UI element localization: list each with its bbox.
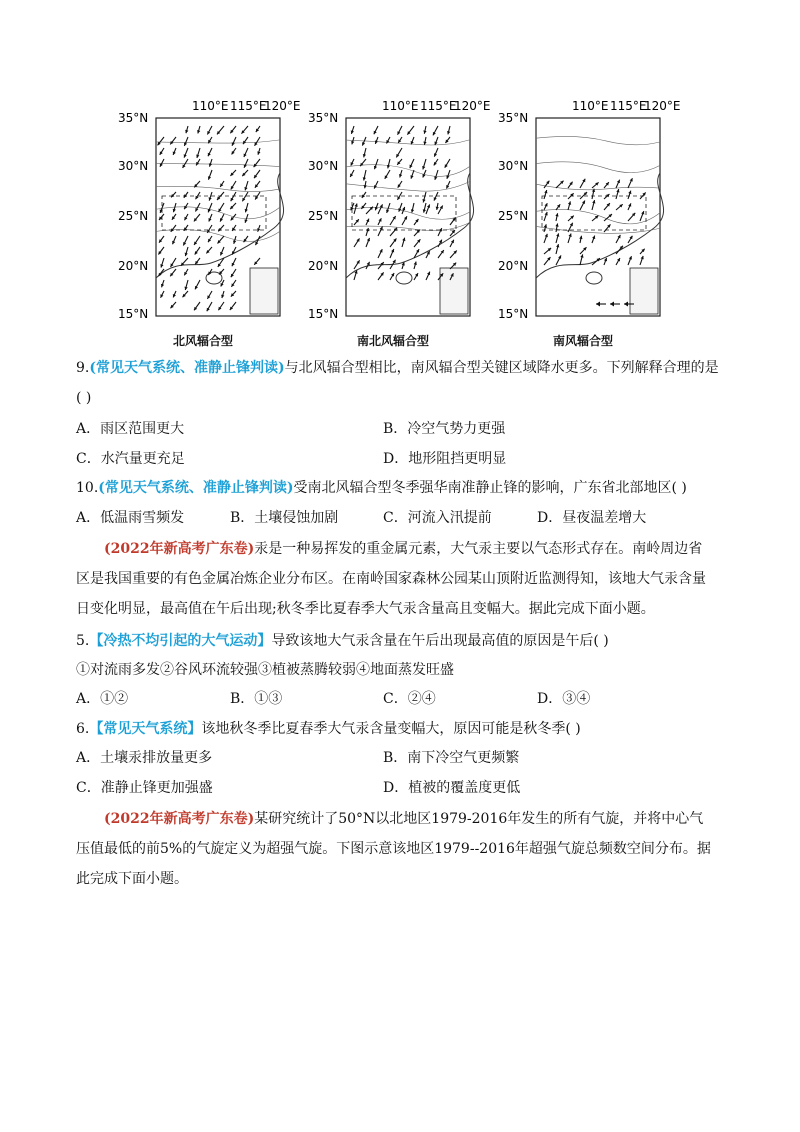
question-text: 导致该地大气汞含量在午后出现最高值的原因是午后( ) bbox=[271, 633, 609, 649]
latitude-label: 30°N bbox=[308, 159, 339, 173]
option-c[interactable]: C．河流入汛提前 bbox=[383, 510, 492, 526]
latitude-label: 20°N bbox=[308, 259, 339, 273]
question-number: 9. bbox=[76, 360, 90, 376]
answer-paren: ( ) bbox=[76, 390, 92, 406]
option-b[interactable]: B．土壤侵蚀加剧 bbox=[230, 510, 339, 526]
option-b[interactable]: B．冷空气势力更强 bbox=[383, 421, 506, 437]
south-china-sea-inset bbox=[440, 268, 468, 314]
map-label: 南北风辐合型 bbox=[356, 334, 429, 348]
latitude-label: 35°N bbox=[308, 111, 339, 125]
longitude-label: 110°E bbox=[192, 99, 229, 113]
option-b[interactable]: B．南下冷空气更频繁 bbox=[383, 750, 520, 766]
option-a[interactable]: A．土壤汞排放量更多 bbox=[76, 750, 213, 766]
latitude-label: 15°N bbox=[118, 307, 149, 321]
topic-tag: 【冷热不均引起的大气运动】 bbox=[89, 633, 272, 649]
longitude-label: 115°E bbox=[230, 99, 267, 113]
map-north-south-wind-convergence bbox=[308, 96, 491, 346]
latitude-label: 30°N bbox=[118, 159, 149, 173]
longitude-label: 120°E bbox=[264, 99, 301, 113]
south-china-sea-inset bbox=[250, 268, 278, 314]
option-a[interactable]: A．低温雨雪频发 bbox=[76, 510, 185, 526]
question-number: 6. bbox=[76, 721, 90, 737]
latitude-label: 15°N bbox=[498, 307, 529, 321]
question-number: 10. bbox=[76, 480, 99, 496]
map-south-wind-convergence bbox=[498, 96, 681, 346]
longitude-label: 115°E bbox=[610, 99, 647, 113]
latitude-label: 20°N bbox=[118, 259, 149, 273]
question-5 bbox=[76, 631, 716, 651]
source-tag: (2022年新高考广东卷) bbox=[104, 811, 255, 827]
south-china-sea-inset bbox=[630, 268, 658, 314]
longitude-label: 110°E bbox=[382, 99, 419, 113]
option-b[interactable]: B．①③ bbox=[230, 691, 283, 707]
latitude-label: 35°N bbox=[498, 111, 529, 125]
topic-tag: (常见天气系统、准静止锋判读) bbox=[89, 360, 285, 376]
option-c[interactable]: C．准静止锋更加强盛 bbox=[76, 780, 213, 796]
option-d[interactable]: D．③④ bbox=[537, 691, 591, 707]
option-d[interactable]: D．昼夜温差增大 bbox=[537, 510, 647, 526]
latitude-label: 25°N bbox=[308, 209, 339, 223]
question-10 bbox=[76, 478, 716, 498]
latitude-label: 15°N bbox=[308, 307, 339, 321]
topic-tag: 【常见天气系统】 bbox=[89, 721, 202, 737]
latitude-label: 30°N bbox=[498, 159, 529, 173]
map-north-wind-convergence bbox=[118, 96, 301, 346]
option-a[interactable]: A．①② bbox=[76, 691, 129, 707]
map-label: 南风辐合型 bbox=[552, 334, 613, 348]
reading-passage-2 bbox=[76, 804, 716, 894]
option-a[interactable]: A．雨区范围更大 bbox=[76, 421, 185, 437]
question-text: 该地秋冬季比夏春季大气汞含量变幅大，原因可能是秋冬季( ) bbox=[201, 721, 581, 737]
topic-tag: (常见天气系统、准静止锋判读) bbox=[98, 480, 294, 496]
longitude-label: 120°E bbox=[644, 99, 681, 113]
passage-text: 汞是一种易挥发的重金属元素，大气汞主要以气态形式存在。南岭周边省区是我国重要的有色金属冶炼企业分布区。在南岭国家森林公园某山顶附近监测得知，该地大气汞含量日变化明显，最高值在午后出现;秋冬季比夏春季大气汞含量高且变幅大。据此完成下面小题。 bbox=[76, 541, 706, 617]
map-label: 北风辐合型 bbox=[172, 334, 233, 348]
question-9 bbox=[76, 358, 719, 378]
latitude-label: 35°N bbox=[118, 111, 149, 125]
wind-field-maps bbox=[118, 96, 698, 346]
source-tag: (2022年新高考广东卷) bbox=[104, 541, 255, 557]
question-text: 与北风辐合型相比，南风辐合型关键区域降水更多。下列解释合理的是 bbox=[284, 360, 719, 376]
question-text: 受南北风辐合型冬季强华南准静止锋的影响，广东省北部地区( ) bbox=[293, 480, 687, 496]
latitude-label: 25°N bbox=[118, 209, 149, 223]
question-6 bbox=[76, 719, 716, 739]
latitude-label: 20°N bbox=[498, 259, 529, 273]
statement-list: ①对流雨多发②谷风环流较强③植被蒸腾较弱④地面蒸发旺盛 bbox=[76, 662, 454, 678]
option-d[interactable]: D．植被的覆盖度更低 bbox=[383, 780, 521, 796]
latitude-label: 25°N bbox=[498, 209, 529, 223]
passage-text: 某研究统计了50°N以北地区1979-2016年发生的所有气旋，并将中心气压值最低的前5%的气旋定义为超强气旋。下图示意该地区1979--2016年超强气旋总频数空间分布。据此完成下面小题。 bbox=[76, 811, 711, 887]
reading-passage-1 bbox=[76, 534, 716, 624]
option-c[interactable]: C．②④ bbox=[383, 691, 436, 707]
longitude-label: 120°E bbox=[454, 99, 491, 113]
question-number: 5. bbox=[76, 633, 90, 649]
option-d[interactable]: D．地形阻挡更明显 bbox=[383, 451, 507, 467]
longitude-label: 115°E bbox=[420, 99, 457, 113]
longitude-label: 110°E bbox=[572, 99, 609, 113]
option-c[interactable]: C．水汽量更充足 bbox=[76, 451, 185, 467]
